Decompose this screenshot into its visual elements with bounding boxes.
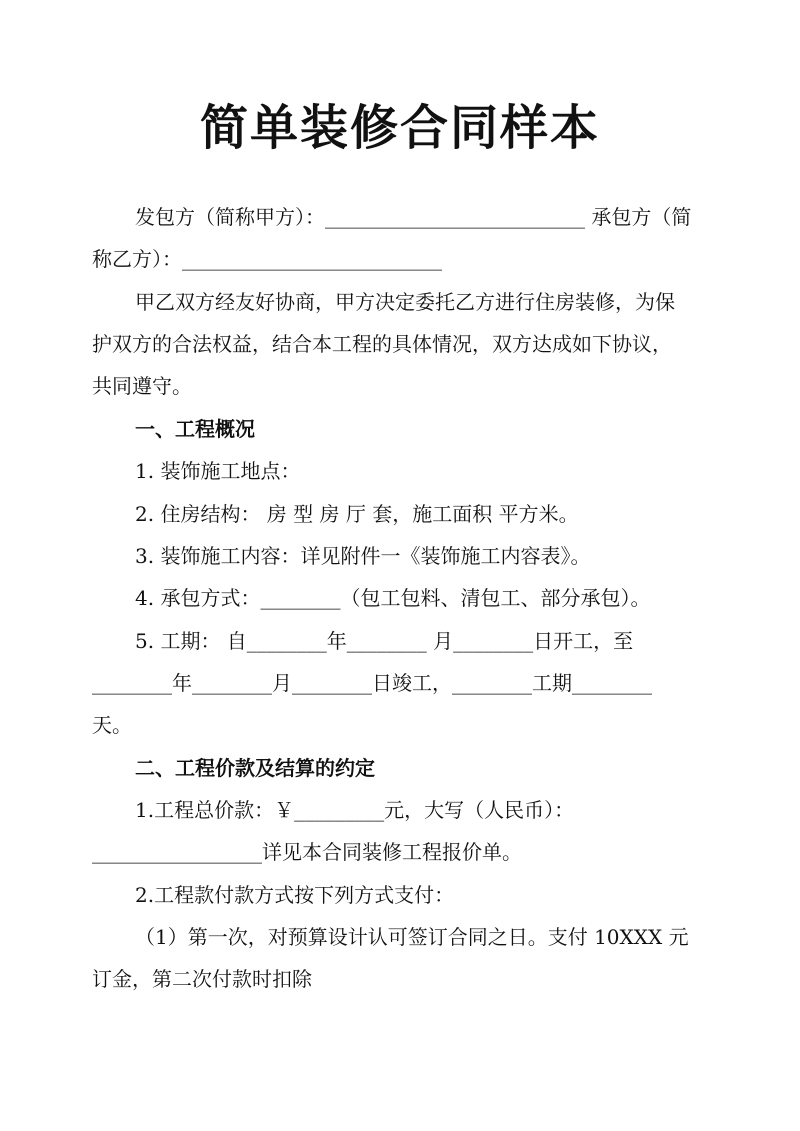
- item-2-1-cont: _________________详见本合同装修工程报价单。: [92, 840, 522, 864]
- item-1-3: 3. 装饰施工内容：详见附件一《装饰施工内容表》。: [135, 544, 591, 568]
- section-1-heading: 一、工程概况: [135, 417, 255, 441]
- party-a-line: 发包方（简称甲方）：__________________________ 承包方（简: [135, 205, 692, 229]
- preamble-line-1: 甲乙双方经友好协商，甲方决定委托乙方进行住房装修，为保: [135, 290, 675, 314]
- item-1-5-end: 天。: [92, 713, 132, 737]
- party-b-line: 称乙方）：__________________________: [92, 247, 442, 271]
- item-1-2: 2. 住房结构： 房 型 房 厅 套，施工面积 平方米。: [135, 502, 579, 526]
- item-2-2-1-cont: 订金，第二次付款时扣除: [92, 967, 312, 991]
- item-1-4: 4. 承包方式：________（包工包料、清包工、部分承包）。: [135, 586, 651, 610]
- preamble-line-2: 护双方的合法权益，结合本工程的具体情况，双方达成如下协议，: [92, 332, 672, 356]
- item-1-1: 1. 装饰施工地点：: [135, 459, 301, 483]
- document-title: 简单装修合同样本: [199, 100, 600, 156]
- item-2-1: 1.工程总价款：￥_________元，大写（人民币）：: [135, 798, 575, 822]
- item-2-2-1: （1）第一次，对预算设计认可签订合同之日。支付 10XXX 元: [135, 925, 689, 949]
- preamble-line-3: 共同遵守。: [92, 374, 192, 398]
- item-2-2: 2.工程款付款方式按下列方式支付：: [135, 883, 455, 907]
- section-2-heading: 二、工程价款及结算的约定: [135, 756, 375, 780]
- item-1-5-cont: ________年________月________日竣工，________工期________: [92, 671, 652, 695]
- item-1-5: 5. 工期： 自________年________ 月________日开工，至: [135, 629, 634, 653]
